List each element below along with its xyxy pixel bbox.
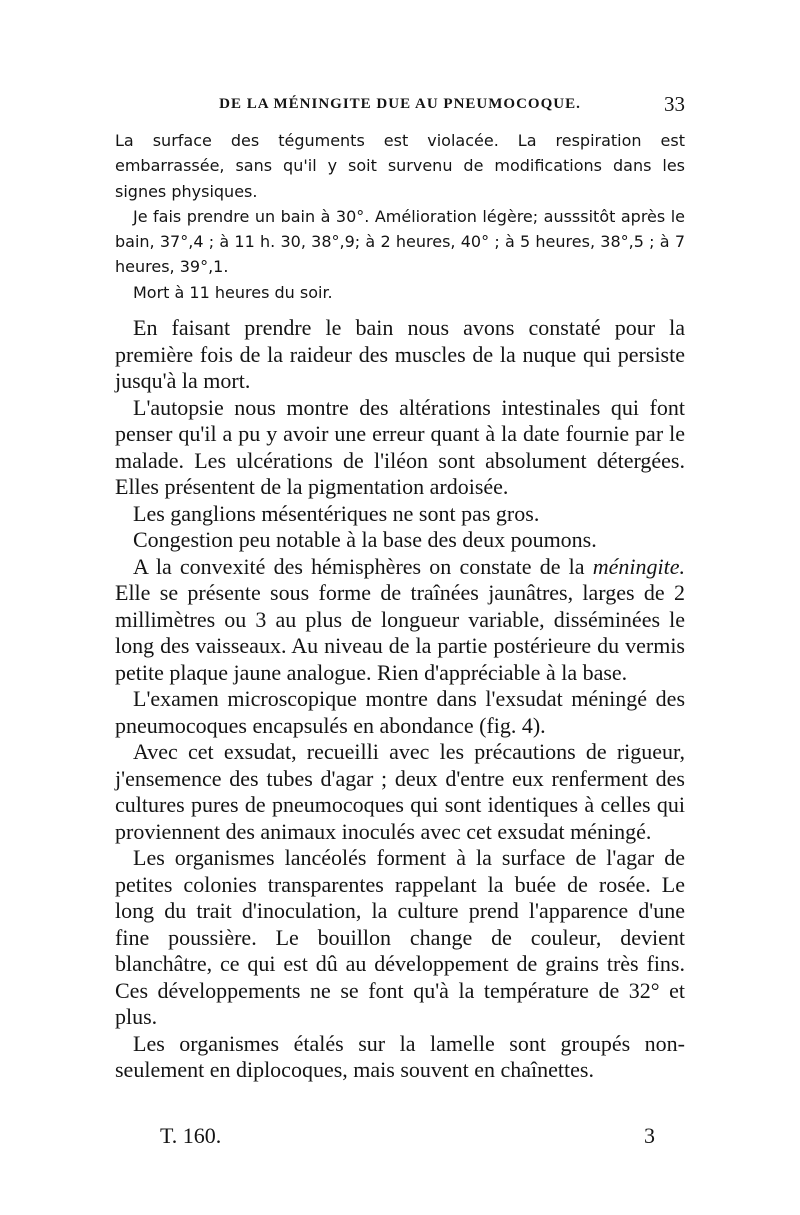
running-head — [115, 92, 685, 122]
observation-paragraph: Je fais prendre un bain à 30°. Amélioration légère; ausssitôt après le bain, 37°,4 ; à 11 h. 30, 38°,9; à 2 heures, 40° ; à 5 heures, 38°,5 ; à 7 heures, 39°,1. — [115, 206, 685, 277]
body-text-run: A la convexité des hémisphères on constate de la — [133, 553, 593, 579]
body-paragraph: Les organismes étalés sur la lamelle sont groupés non-seulement en diplocoques, mais souvent en chaînettes. — [115, 1030, 685, 1082]
observation-paragraph: La surface des téguments est violacée. La respiration est embarrassée, sans qu'il y soit survenu de modifications dans les signes physiques. — [115, 131, 685, 201]
emphasis-term: méningite. — [592, 553, 685, 579]
observation-paragraph: Mort à 11 heures du soir. — [133, 282, 333, 302]
body-paragraph: Congestion peu notable à la base des deux poumons. — [133, 527, 597, 552]
sheet-signature: T. 160. — [160, 1123, 222, 1148]
body-paragraph: L'autopsie nous montre des altérations intestinales qui font penser qu'il a pu y avoir une erreur quant à la date fournie par le malade. Les ulcérations de l'iléon sont absolument détergées. Elles présentent de la pigmentation ardoisée. — [115, 394, 685, 499]
page-footer — [115, 1123, 655, 1151]
body-paragraph — [115, 554, 685, 687]
page-number: 33 — [664, 92, 685, 116]
body-paragraph: En faisant prendre le bain nous avons constaté pour la première fois de la raideur des muscles de la nuque qui persiste jusqu'à la mort. — [115, 315, 685, 393]
body-paragraph: L'examen microscopique montre dans l'exsudat méningé des pneumocoques encapsulés en abondance (fig. 4). — [115, 686, 685, 738]
body-paragraph: Les ganglions mésentériques ne sont pas gros. — [133, 500, 540, 526]
main-text — [115, 315, 685, 1084]
running-title: DE LA MÉNINGITE DUE AU PNEUMOCOQUE. — [219, 96, 581, 112]
body-text-run: Elle se présente sous forme de traînées jaunâtres, larges de 2 millimètres ou 3 au plus de longueur variable, disséminées le long des vaisseaux. Au niveau de la partie postérieure du vermis petite plaque jaune analogue. Rien d'appréciable à la base. — [115, 580, 685, 685]
body-paragraph: Avec cet exsudat, recueilli avec les précautions de rigueur, j'ensemence des tubes d'agar ; deux d'entre eux renferment des cultures pures de pneumocoques qui sont identiques à celles qui proviennent des animaux inoculés avec cet exsudat méningé. — [115, 739, 685, 844]
body-paragraph: Les organismes lancéolés forment à la surface de l'agar de petites colonies transparentes rappelant la buée de rosée. Le long du trait d'inoculation, la culture prend l'apparence d'une fine poussière. Le bouillon change de couleur, devient blanchâtre, ce qui est dû au développement de grains très fins. Ces développements ne se font qu'à la température de 32° et plus. — [115, 845, 685, 1029]
sheet-number: 3 — [644, 1123, 655, 1148]
clinical-observation — [115, 128, 685, 305]
